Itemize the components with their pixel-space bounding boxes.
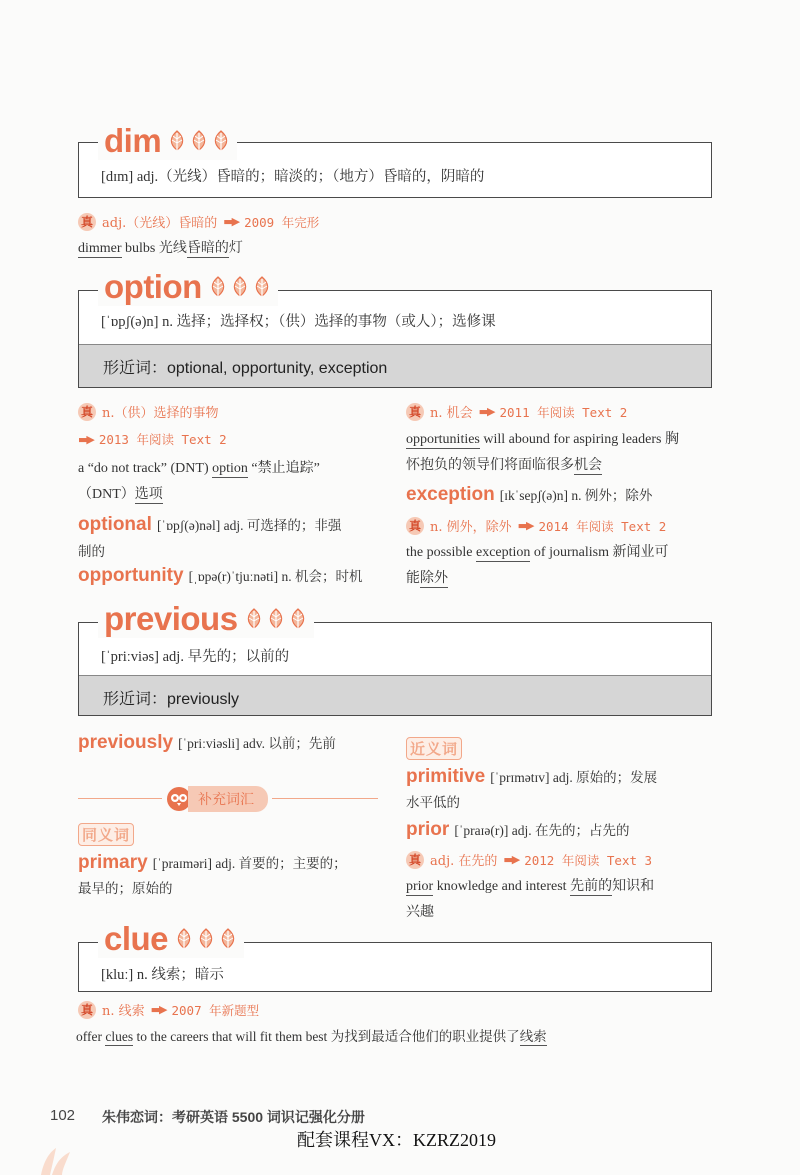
exam-badge-icon: 真 [78,1001,96,1019]
optional-headword: optional [78,514,152,535]
leaf-rating-icon [208,276,272,298]
previous-similar-words: 形近词：previously [103,691,240,708]
corner-leaf-decoration-icon [36,1130,76,1175]
option-headword-group [98,268,278,306]
arrow-icon: ▬▶ [503,853,519,866]
prior-definition: [ˈpraɪə(r)] adj. 在先的；占先的 [454,823,630,838]
clue-exam-tag: 真 n. 线索 ▬▶ 2007 年新题型 [78,1000,259,1019]
dim-headword-group [98,122,237,160]
exception-example-line1: the possible exception of journalism 新闻业可 [406,545,669,560]
optional-entry [78,514,341,536]
option-definition: [ˈɒpʃ(ə)n] n. 选择；选择权；（供）选择的事物（或人）；选修课 [101,314,496,330]
leaf-rating-icon [244,608,308,630]
prior-example-line2: 兴趣 [406,905,434,920]
option-example-line2: （DNT）选项 [78,487,163,502]
prior-entry [406,819,629,841]
primary-definition: [ˈpraɪməri] adj. 首要的；主要的； [152,856,347,871]
optional-definition-cont: 制的 [78,544,105,559]
opportunity-example-line2: 怀抱负的领导们将面临很多机会 [406,458,602,473]
dim-exam-source: 2009 年完形 [244,214,320,230]
previous-definition: [ˈpriːviəs] adj. 早先的；以前的 [101,649,290,665]
dim-headword: dim [104,122,162,159]
previous-headword-group [98,600,314,638]
previously-entry [78,732,336,754]
previously-definition: [ˈpriːviəsli] adv. 以前；先前 [178,736,336,751]
exam-badge-icon: 真 [78,403,96,421]
primitive-definition-cont: 水平低的 [406,795,460,810]
option-exam-label: n.（供）选择的事物 [102,406,219,421]
leaf-rating-icon [167,130,231,152]
previously-headword: previously [78,732,174,753]
primitive-definition: [ˈprɪmətɪv] adj. 原始的；发展 [490,770,658,785]
primitive-entry [406,766,657,788]
option-headword: option [104,268,202,305]
primitive-headword: primitive [406,766,486,787]
arrow-icon: ▬▶ [150,1003,166,1016]
opportunity-exam-tag: 真 n. 机会 ▬▶ 2011 年阅读 Text 2 [406,402,627,421]
dim-example-keyword-cn: 昏暗的 [186,241,229,256]
clue-headword-group [98,920,244,958]
arrow-icon: ▬▶ [78,432,93,446]
prior-example-line1: prior knowledge and interest 先前的知识和 [406,879,655,894]
exception-entry [406,484,652,506]
clue-headword: clue [104,920,169,957]
exam-badge-icon: 真 [406,851,424,869]
primary-entry [78,852,347,874]
exception-definition: [ɪkˈsepʃ(ə)n] n. 例外；除外 [499,488,653,503]
optional-definition: [ˈɒpʃ(ə)nəl] adj. 可选择的；非强 [156,518,342,533]
option-exam-source-row [78,430,227,448]
dim-example-keyword: dimmer [78,241,122,256]
arrow-icon: ▬▶ [223,215,239,228]
supplement-title: 补充词汇 [188,786,268,812]
exam-badge-icon: 真 [406,403,424,421]
option-example-line1: a “do not track” (DNT) option “禁止追踪” [78,461,320,476]
primary-headword: primary [78,852,148,873]
page-number: 102 [50,1107,76,1124]
opportunity-definition: [ˌɒpə(r)ˈtjuːnəti] n. 机会；时机 [188,569,363,584]
opportunity-example-line1: opportunities will abound for aspiring leaders 胸 [406,432,679,447]
option-exam-tag [78,402,219,421]
option-similar-words: 形近词：optional, opportunity, exception [103,360,388,377]
clue-definition: [kluː] n. 线索；暗示 [101,967,224,983]
arrow-icon: ▬▶ [517,519,533,532]
leaf-rating-icon [174,928,238,950]
near-synonym-tag: 近义词 [406,737,462,760]
option-exam-source: 2013 年阅读 Text 2 [98,432,227,447]
book-title: 朱伟恋词：考研英语 5500 词识记强化分册 [102,1109,365,1125]
arrow-icon: ▬▶ [478,405,494,418]
dim-exam-tag [78,212,319,231]
exam-badge-icon: 真 [78,213,96,231]
primary-definition-cont: 最早的；原始的 [78,881,173,896]
option-similar-band [79,344,711,387]
exception-exam-tag: 真 n. 例外，除外 ▬▶ 2014 年阅读 Text 2 [406,516,666,535]
prior-headword: prior [406,819,450,840]
supplement-header [162,786,272,812]
dim-example-sentence: dimmer bulbs 光线昏暗的灯 [78,241,243,256]
dim-exam-label: adj.（光线）昏暗的 [102,216,218,231]
exam-badge-icon: 真 [406,517,424,535]
previous-similar-band [79,675,711,715]
prior-exam-tag: 真 adj. 在先的 ▬▶ 2012 年阅读 Text 3 [406,850,652,869]
dim-definition: [dɪm] adj.（光线）昏暗的；暗淡的；（地方）昏暗的，阴暗的 [101,169,485,185]
clue-example-sentence: offer clues to the careers that will fit them best 为找到最适合他们的职业提供了线索 [76,1029,547,1044]
synonym-tag: 同义词 [78,823,134,846]
exception-headword: exception [406,484,495,505]
previous-headword: previous [104,600,238,637]
opportunity-headword: opportunity [78,565,184,586]
opportunity-entry [78,565,363,587]
exception-example-line2: 能除外 [406,571,448,586]
watermark-text: 配套课程VX：KZRZ2019 [297,1130,496,1150]
